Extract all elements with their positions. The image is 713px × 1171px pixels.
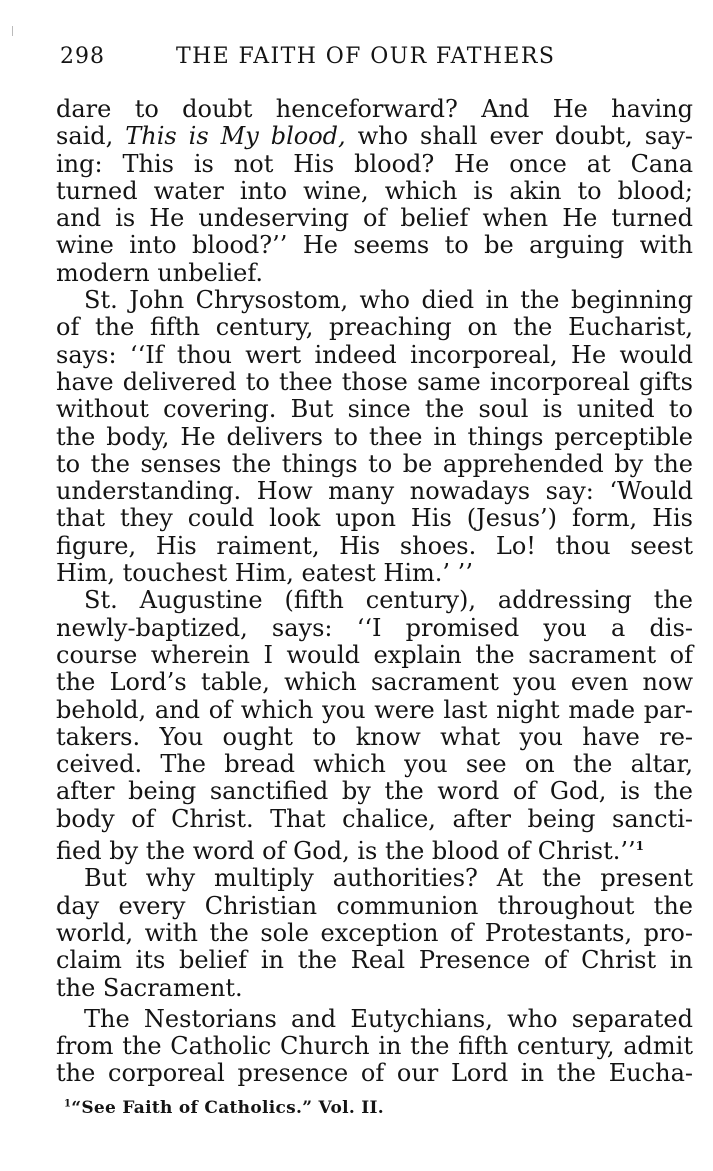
text-line: body of Christ. That chalice, after being sancti- bbox=[56, 804, 693, 833]
page-number: 298 bbox=[60, 44, 105, 69]
running-title: THE FAITH OF OUR FATHERS bbox=[176, 44, 556, 69]
running-header bbox=[60, 44, 660, 74]
text-line: course wherein I would explain the sacrament of bbox=[56, 640, 693, 669]
text-run: who shall ever doubt, say- bbox=[345, 122, 694, 151]
text-line: behold, and of which you were last night made par- bbox=[56, 695, 693, 724]
paragraph-2-cont bbox=[56, 314, 693, 587]
body-text bbox=[56, 96, 693, 1088]
text-line: ing: This is not His blood? He once at Cana bbox=[56, 149, 693, 178]
text-line: figure, His raiment, His shoes. Lo! thou seest bbox=[56, 531, 693, 560]
text-line: from the Catholic Church in the fifth century, admit bbox=[56, 1032, 693, 1061]
paragraph-5 bbox=[56, 1006, 693, 1033]
text-run: fied by the word of God, is the blood of Christ.’’ bbox=[56, 837, 636, 866]
text-line: have delivered to thee those same incorporeal gifts bbox=[56, 367, 693, 396]
paragraph-5-cont bbox=[56, 1033, 693, 1088]
text-line bbox=[56, 833, 693, 865]
footnote-text: “See Faith of Catholics.” Vol. II. bbox=[71, 1098, 385, 1118]
text-line: dare to doubt henceforward? And He having bbox=[56, 95, 693, 123]
italic-quote: This is My blood, bbox=[125, 122, 346, 151]
text-line: St. John Chrysostom, who died in the beginning bbox=[84, 286, 693, 315]
text-line: wine into blood?’’ He seems to be arguing with bbox=[56, 231, 693, 260]
text-line: But why multiply authorities? At the present bbox=[84, 864, 693, 893]
footnote-reference: 1 bbox=[635, 839, 644, 854]
paragraph-4 bbox=[56, 865, 693, 892]
paragraph-4-cont bbox=[56, 893, 693, 1002]
footnote-mark: 1 bbox=[64, 1098, 72, 1110]
text-line: the corporeal presence of our Lord in the Eucha- bbox=[56, 1059, 693, 1088]
margin-mark bbox=[12, 26, 13, 36]
text-line: to the senses the things to be apprehended by the bbox=[56, 449, 693, 478]
text-line: The Nestorians and Eutychians, who separated bbox=[84, 1004, 693, 1033]
text-line: without covering. But since the soul is united to bbox=[56, 395, 693, 424]
paragraph-1 bbox=[56, 96, 693, 287]
paragraph-3 bbox=[56, 587, 693, 614]
text-line: St. Augustine (fifth century), addressing the bbox=[84, 586, 693, 615]
footnote bbox=[64, 1098, 384, 1118]
text-line: says: ‘‘If thou wert indeed incorporeal, He would bbox=[56, 340, 693, 369]
text-line: newly-baptized, says: ‘‘I promised you a dis- bbox=[56, 613, 693, 642]
text-line: that they could look upon His (Jesus’) form, His bbox=[56, 504, 693, 533]
text-run: said, bbox=[56, 122, 126, 151]
text-line: world, with the sole exception of Protestants, pro- bbox=[56, 918, 693, 947]
text-line: claim its belief in the Real Presence of Christ in bbox=[56, 946, 693, 975]
text-line: ceived. The bread which you see on the altar, bbox=[56, 750, 693, 779]
text-line: modern unbelief. bbox=[56, 258, 264, 287]
text-line: after being sanctified by the word of God, is the bbox=[56, 777, 693, 806]
text-line: day every Christian communion throughout the bbox=[56, 891, 693, 920]
text-line: Him, touchest Him, eatest Him.’ ’’ bbox=[56, 559, 473, 588]
text-line: of the fifth century, preaching on the Eucharist, bbox=[56, 313, 693, 342]
text-line: the Sacrament. bbox=[56, 973, 243, 1002]
text-line bbox=[56, 123, 693, 150]
text-line: the Lord’s table, which sacrament you even now bbox=[56, 668, 693, 697]
text-line: understanding. How many nowadays say: ‘Would bbox=[56, 477, 693, 506]
text-line: takers. You ought to know what you have re- bbox=[56, 722, 693, 751]
text-line: the body, He delivers to thee in things perceptible bbox=[56, 422, 693, 451]
text-line: turned water into wine, which is akin to blood; bbox=[56, 176, 693, 205]
text-line: and is He undeserving of belief when He turned bbox=[56, 204, 693, 233]
paragraph-3-cont bbox=[56, 615, 693, 866]
paragraph-2 bbox=[56, 287, 693, 314]
